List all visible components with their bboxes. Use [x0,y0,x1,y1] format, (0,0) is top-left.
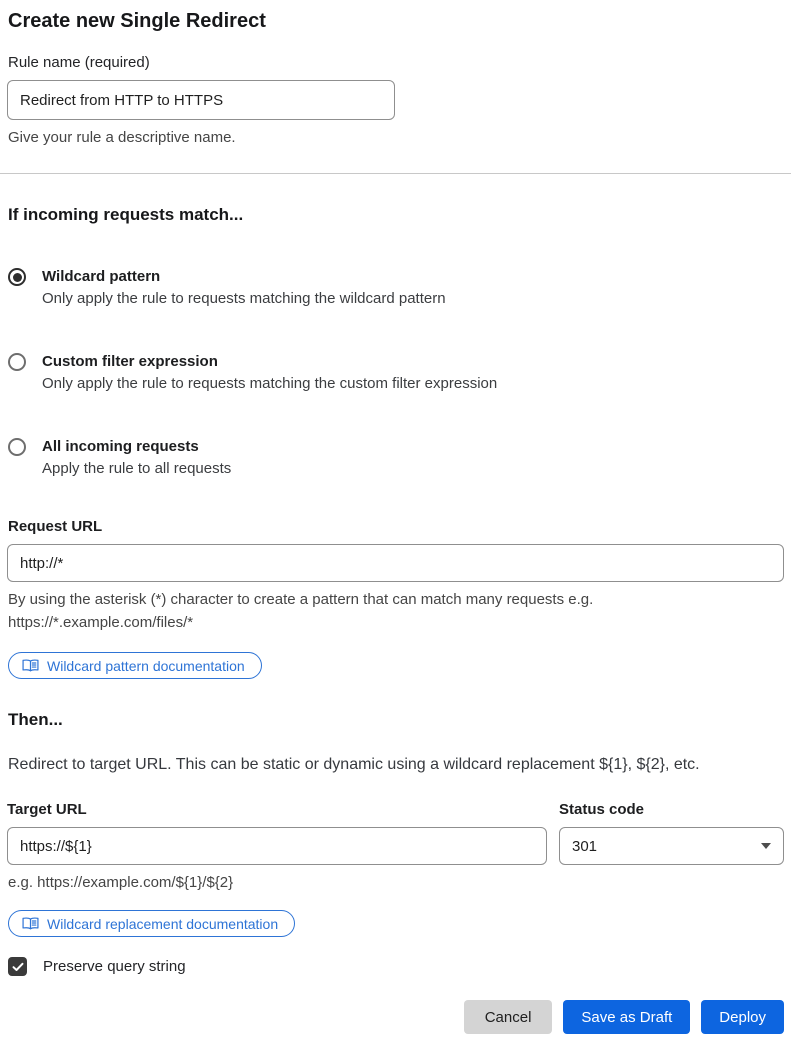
radio-option-text [42,352,497,396]
radio-option-description: Only apply the rule to requests matching the wildcard pattern [42,290,446,307]
wildcard-replacement-documentation-button[interactable] [8,910,295,937]
target-url-column [7,800,547,865]
save-as-draft-button[interactable]: Save as Draft [563,1000,690,1034]
preserve-query-string-row[interactable] [8,957,784,976]
target-url-label: Target URL [7,801,87,818]
open-book-icon [22,659,39,672]
target-url-help: e.g. https://example.com/${1}/${2} [8,874,234,891]
rule-name-help: Give your rule a descriptive name. [8,129,236,146]
status-code-column [559,800,784,865]
check-icon [12,962,24,972]
radio-dot [13,443,22,452]
request-url-help-line2: https://*.example.com/files/* [8,614,194,631]
chevron-down-icon [761,843,771,849]
radio-button-icon[interactable] [8,268,26,286]
doc-button-label: Wildcard pattern documentation [47,657,245,674]
open-book-icon [22,917,39,930]
status-code-selected-value: 301 [572,837,598,855]
radio-option-text [42,267,446,311]
status-code-label: Status code [559,801,645,818]
radio-option-all-incoming-requests[interactable] [8,437,784,481]
radio-option-custom-filter-expression[interactable] [8,352,784,396]
target-url-status-code-row [7,800,784,865]
radio-option-label: All incoming requests [42,438,199,455]
preserve-query-string-label: Preserve query string [43,958,186,975]
radio-option-wildcard-pattern[interactable] [8,267,784,311]
then-section-description: Redirect to target URL. This can be static or dynamic using a wildcard replacement ${1}, ${2}, etc. [8,756,700,773]
cancel-button[interactable]: Cancel [464,1000,553,1034]
radio-option-label: Wildcard pattern [42,268,161,285]
radio-button-icon[interactable] [8,438,26,456]
form-footer [7,1000,784,1034]
radio-option-text [42,437,231,481]
radio-dot [13,358,22,367]
status-code-select[interactable] [559,827,784,865]
radio-option-description: Apply the rule to all requests [42,460,232,477]
request-url-input[interactable] [7,544,784,582]
section-divider [0,173,791,174]
request-url-label: Request URL [8,518,103,535]
target-url-input[interactable] [7,827,547,865]
create-single-redirect-form [0,8,791,1034]
radio-button-icon[interactable] [8,353,26,371]
page-title: Create new Single Redirect [8,10,266,32]
radio-option-label: Custom filter expression [42,353,218,370]
request-url-help [8,588,784,634]
request-url-help-line1: By using the asterisk (*) character to create a pattern that can match many requests e.g. [8,591,594,608]
wildcard-pattern-documentation-button[interactable] [8,652,262,679]
rule-name-input[interactable] [7,80,395,120]
radio-option-description: Only apply the rule to requests matching the custom filter expression [42,375,498,392]
radio-dot [13,273,22,282]
doc-button-label: Wildcard replacement documentation [47,915,279,932]
deploy-button[interactable]: Deploy [701,1000,784,1034]
then-section-heading: Then... [8,710,63,729]
preserve-query-string-checkbox[interactable] [8,957,27,976]
rule-name-label: Rule name (required) [8,54,150,71]
match-section-heading: If incoming requests match... [8,205,244,224]
